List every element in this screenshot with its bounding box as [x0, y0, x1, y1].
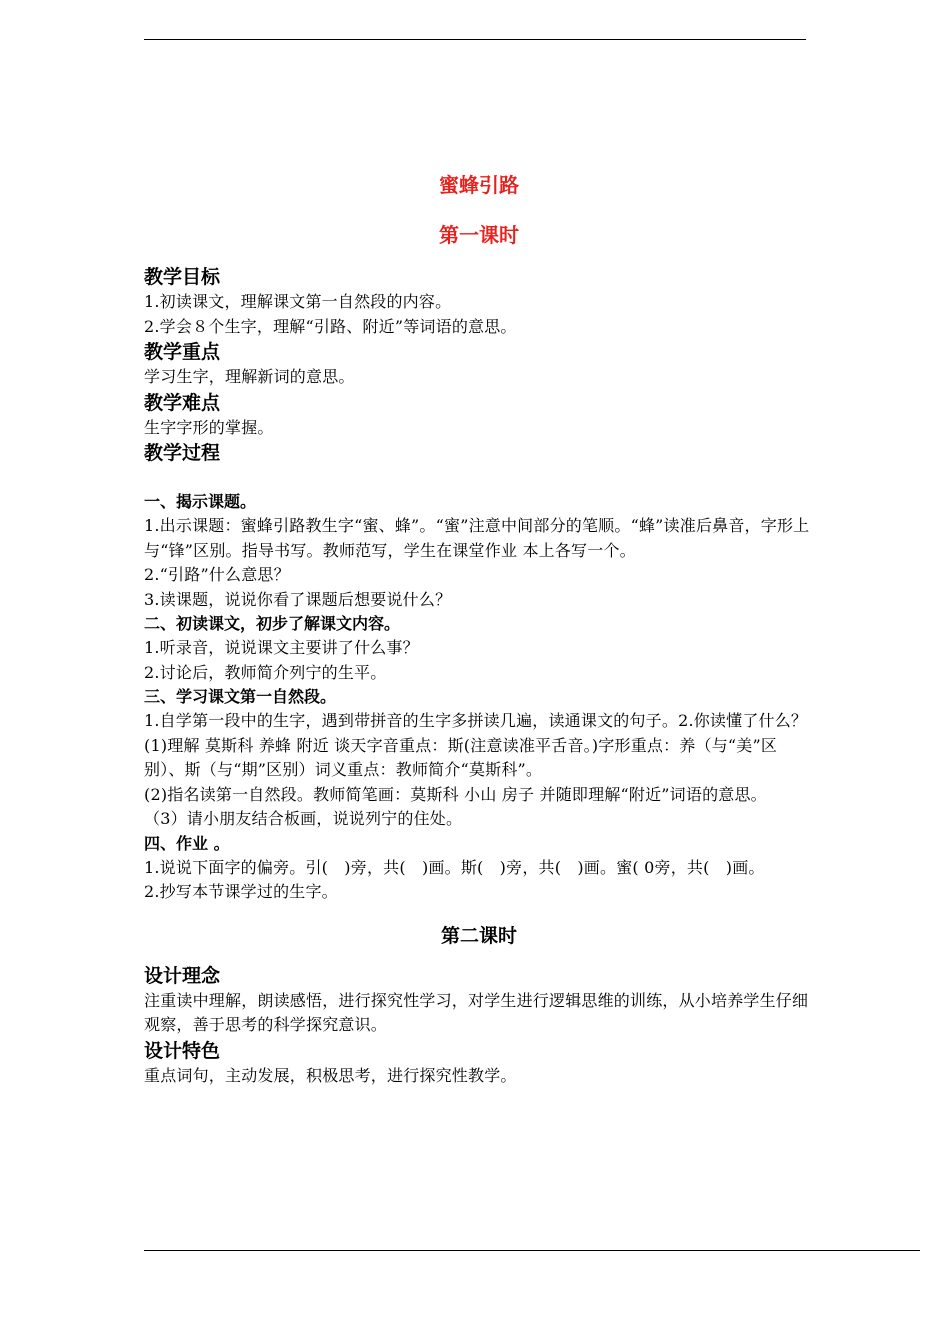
objective-item: 2.学会８个生字，理解“引路、附近”等词语的意思。: [144, 316, 517, 336]
section-one-item: 3.读课题，说说你看了课题后想要说什么？: [144, 589, 452, 609]
section-two-heading: 二、初读课文，初步了解课文内容。: [144, 614, 401, 633]
design-concept-text: 注重读中理解，朗读感悟，进行探究性学习，对学生进行逻辑思维的训练，从小培养学生仔细观察，善于思考的科学探究意识。: [144, 990, 809, 1034]
footer-rule: [144, 1250, 920, 1251]
section-one-item: 2.“引路”什么意思？: [144, 565, 290, 584]
header-rule: [144, 39, 806, 40]
section-four-heading: 四、作业 。: [144, 833, 230, 853]
section-two-item: 1.听录音，说说课文主要讲了什么事？: [144, 638, 419, 657]
section-three-heading: 三、学习课文第一自然段。: [144, 687, 337, 706]
objectives-heading: 教学目标: [144, 266, 221, 288]
design-features-text: 重点词句，主动发展，积极思考，进行探究性教学。: [144, 1065, 517, 1085]
section-two-item: 2.讨论后，教师简介列宁的生平。: [144, 662, 387, 682]
section-one-item: 1.出示课题：蜜蜂引路教生字“蜜、蜂”。“蜜”注意中间部分的笔顺。“蜂”读准后鼻音，字形上与“锋”区别。指导书写。教师范写，学生在课堂作业 本上各写一个。: [144, 516, 810, 560]
document-body: [144, 170, 814, 1088]
section-three-item: （3）请小朋友结合板画，说说列宁的住处。: [144, 809, 463, 828]
difficulties-heading: 教学难点: [144, 391, 221, 414]
document-title: 蜜蜂引路: [439, 173, 519, 197]
section-one-heading: 一、揭示课题。: [144, 492, 257, 511]
section-three-item: (2)指名读第一自然段。教师简笔画：莫斯科 小山 房子 并随即理解“附近”词语的意思。: [144, 784, 767, 804]
section-four-item: 1.说说下面字的偏旁。引( )旁，共( )画。斯( )旁，共( )画。蜜( 0旁，共( )画。: [144, 857, 765, 877]
key-points-heading: 教学重点: [144, 341, 221, 363]
key-points-text: 学习生字，理解新词的意思。: [144, 367, 355, 386]
difficulties-text: 生字字形的掌握。: [144, 417, 274, 437]
spacer: [144, 466, 814, 490]
lesson-two-title: 第二课时: [440, 924, 517, 947]
section-three-item: 1.自学第一段中的生字，遇到带拼音的生字多拼读几遍，读通课文的句子。2.你读懂了什么？: [144, 711, 808, 730]
lesson-one-title: 第一课时: [439, 223, 519, 247]
process-heading: 教学过程: [144, 442, 221, 464]
section-three-item: (1)理解 莫斯科 养蜂 附近 谈天字音重点：斯(注意读准平舌音。)字形重点：养（与“美”区别）、斯（与“期”区别）词义重点：教师简介“莫斯科”。: [144, 735, 778, 779]
design-features-heading: 设计特色: [144, 1039, 221, 1062]
section-four-item: 2.抄写本节课学过的生字。: [144, 882, 338, 901]
design-concept-heading: 设计理念: [144, 964, 221, 987]
objective-item: 1.初读课文，理解课文第一自然段的内容。: [144, 292, 452, 311]
